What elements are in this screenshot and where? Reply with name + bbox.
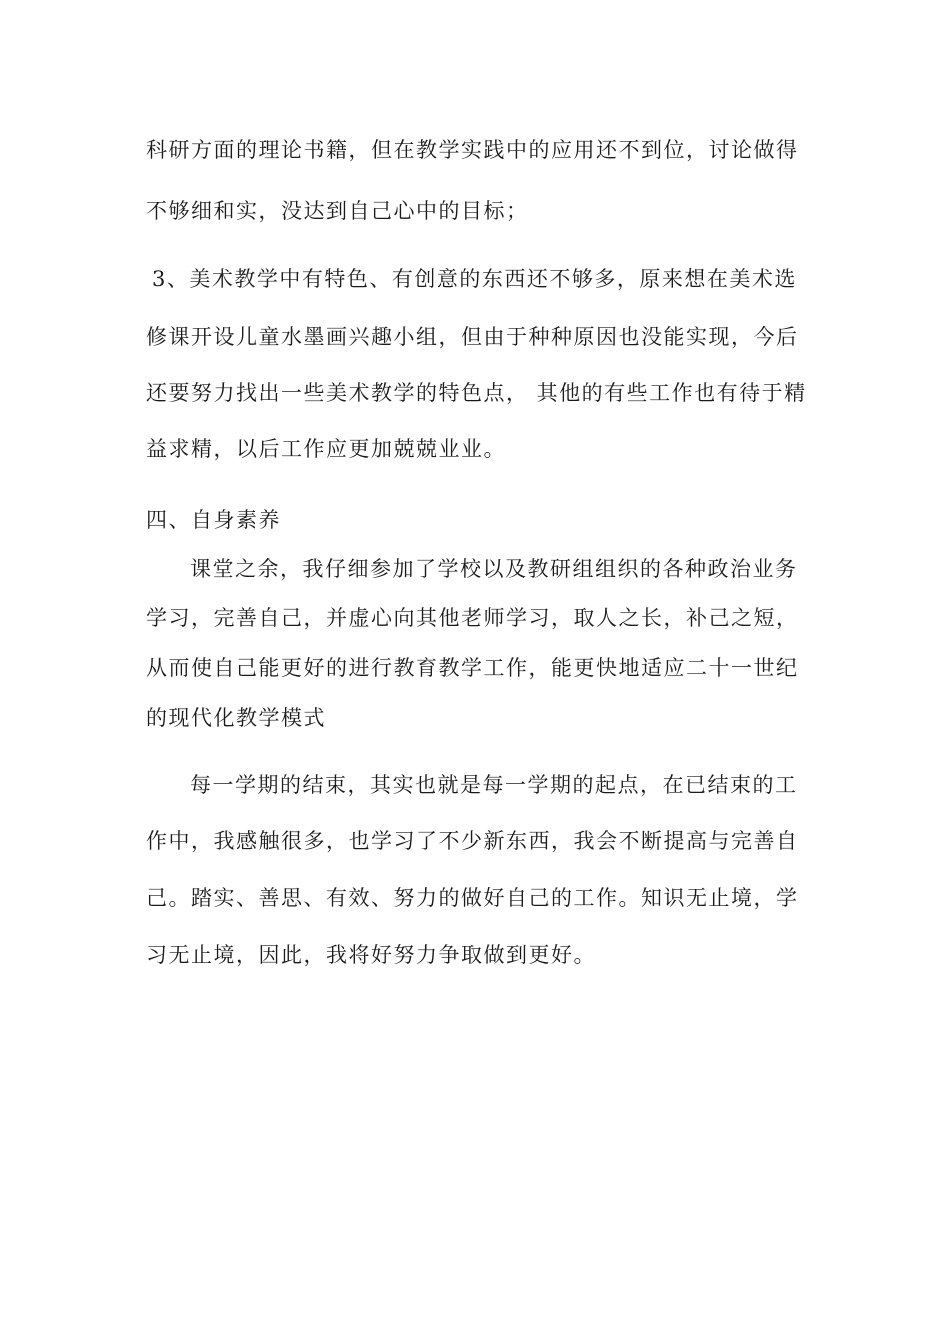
paragraph-a-line-2: 不够细和实，没达到自己心中的目标； bbox=[146, 199, 529, 223]
item-3-line-4: 益求精，以后工作应更加兢兢业业。 bbox=[146, 437, 506, 461]
item-3-line-3: 还要努力找出一些美术教学的特色点， 其他的有些工作也有待于精 bbox=[146, 381, 807, 405]
paragraph-c-line-1: 每一学期的结束，其实也就是每一学期的起点，在已结束的工 bbox=[190, 773, 798, 797]
item-3-line-2: 修课开设儿童水墨画兴趣小组，但由于种种原因也没能实现，今后 bbox=[146, 325, 799, 349]
paragraph-b-line-3: 从而使自己能更好的进行教育教学工作，能更快地适应二十一世纪 bbox=[146, 656, 799, 680]
paragraph-a-line-1: 科研方面的理论书籍，但在教学实践中的应用还不到位，讨论做得 bbox=[146, 138, 799, 162]
paragraph-b-line-4: 的现代化教学模式 bbox=[146, 706, 326, 730]
paragraph-c-line-2: 作中，我感触很多，也学习了不少新东西，我会不断提高与完善自 bbox=[146, 829, 799, 853]
section-heading: 四、自身素养 bbox=[146, 508, 281, 532]
item-3-line-1: 3、美术教学中有特色、有创意的东西还不够多，原来想在美术选 bbox=[152, 267, 797, 291]
paragraph-c-line-3: 己。踏实、善思、有效、努力的做好自己的工作。知识无止境，学 bbox=[146, 886, 799, 910]
paragraph-c-line-4: 习无止境，因此，我将好努力争取做到更好。 bbox=[146, 943, 596, 967]
paragraph-b-line-1: 课堂之余，我仔细参加了学校以及教研组组织的各种政治业务 bbox=[190, 557, 798, 581]
paragraph-b-line-2: 学习，完善自己，并虚心向其他老师学习，取人之长，补己之短， bbox=[146, 606, 799, 630]
